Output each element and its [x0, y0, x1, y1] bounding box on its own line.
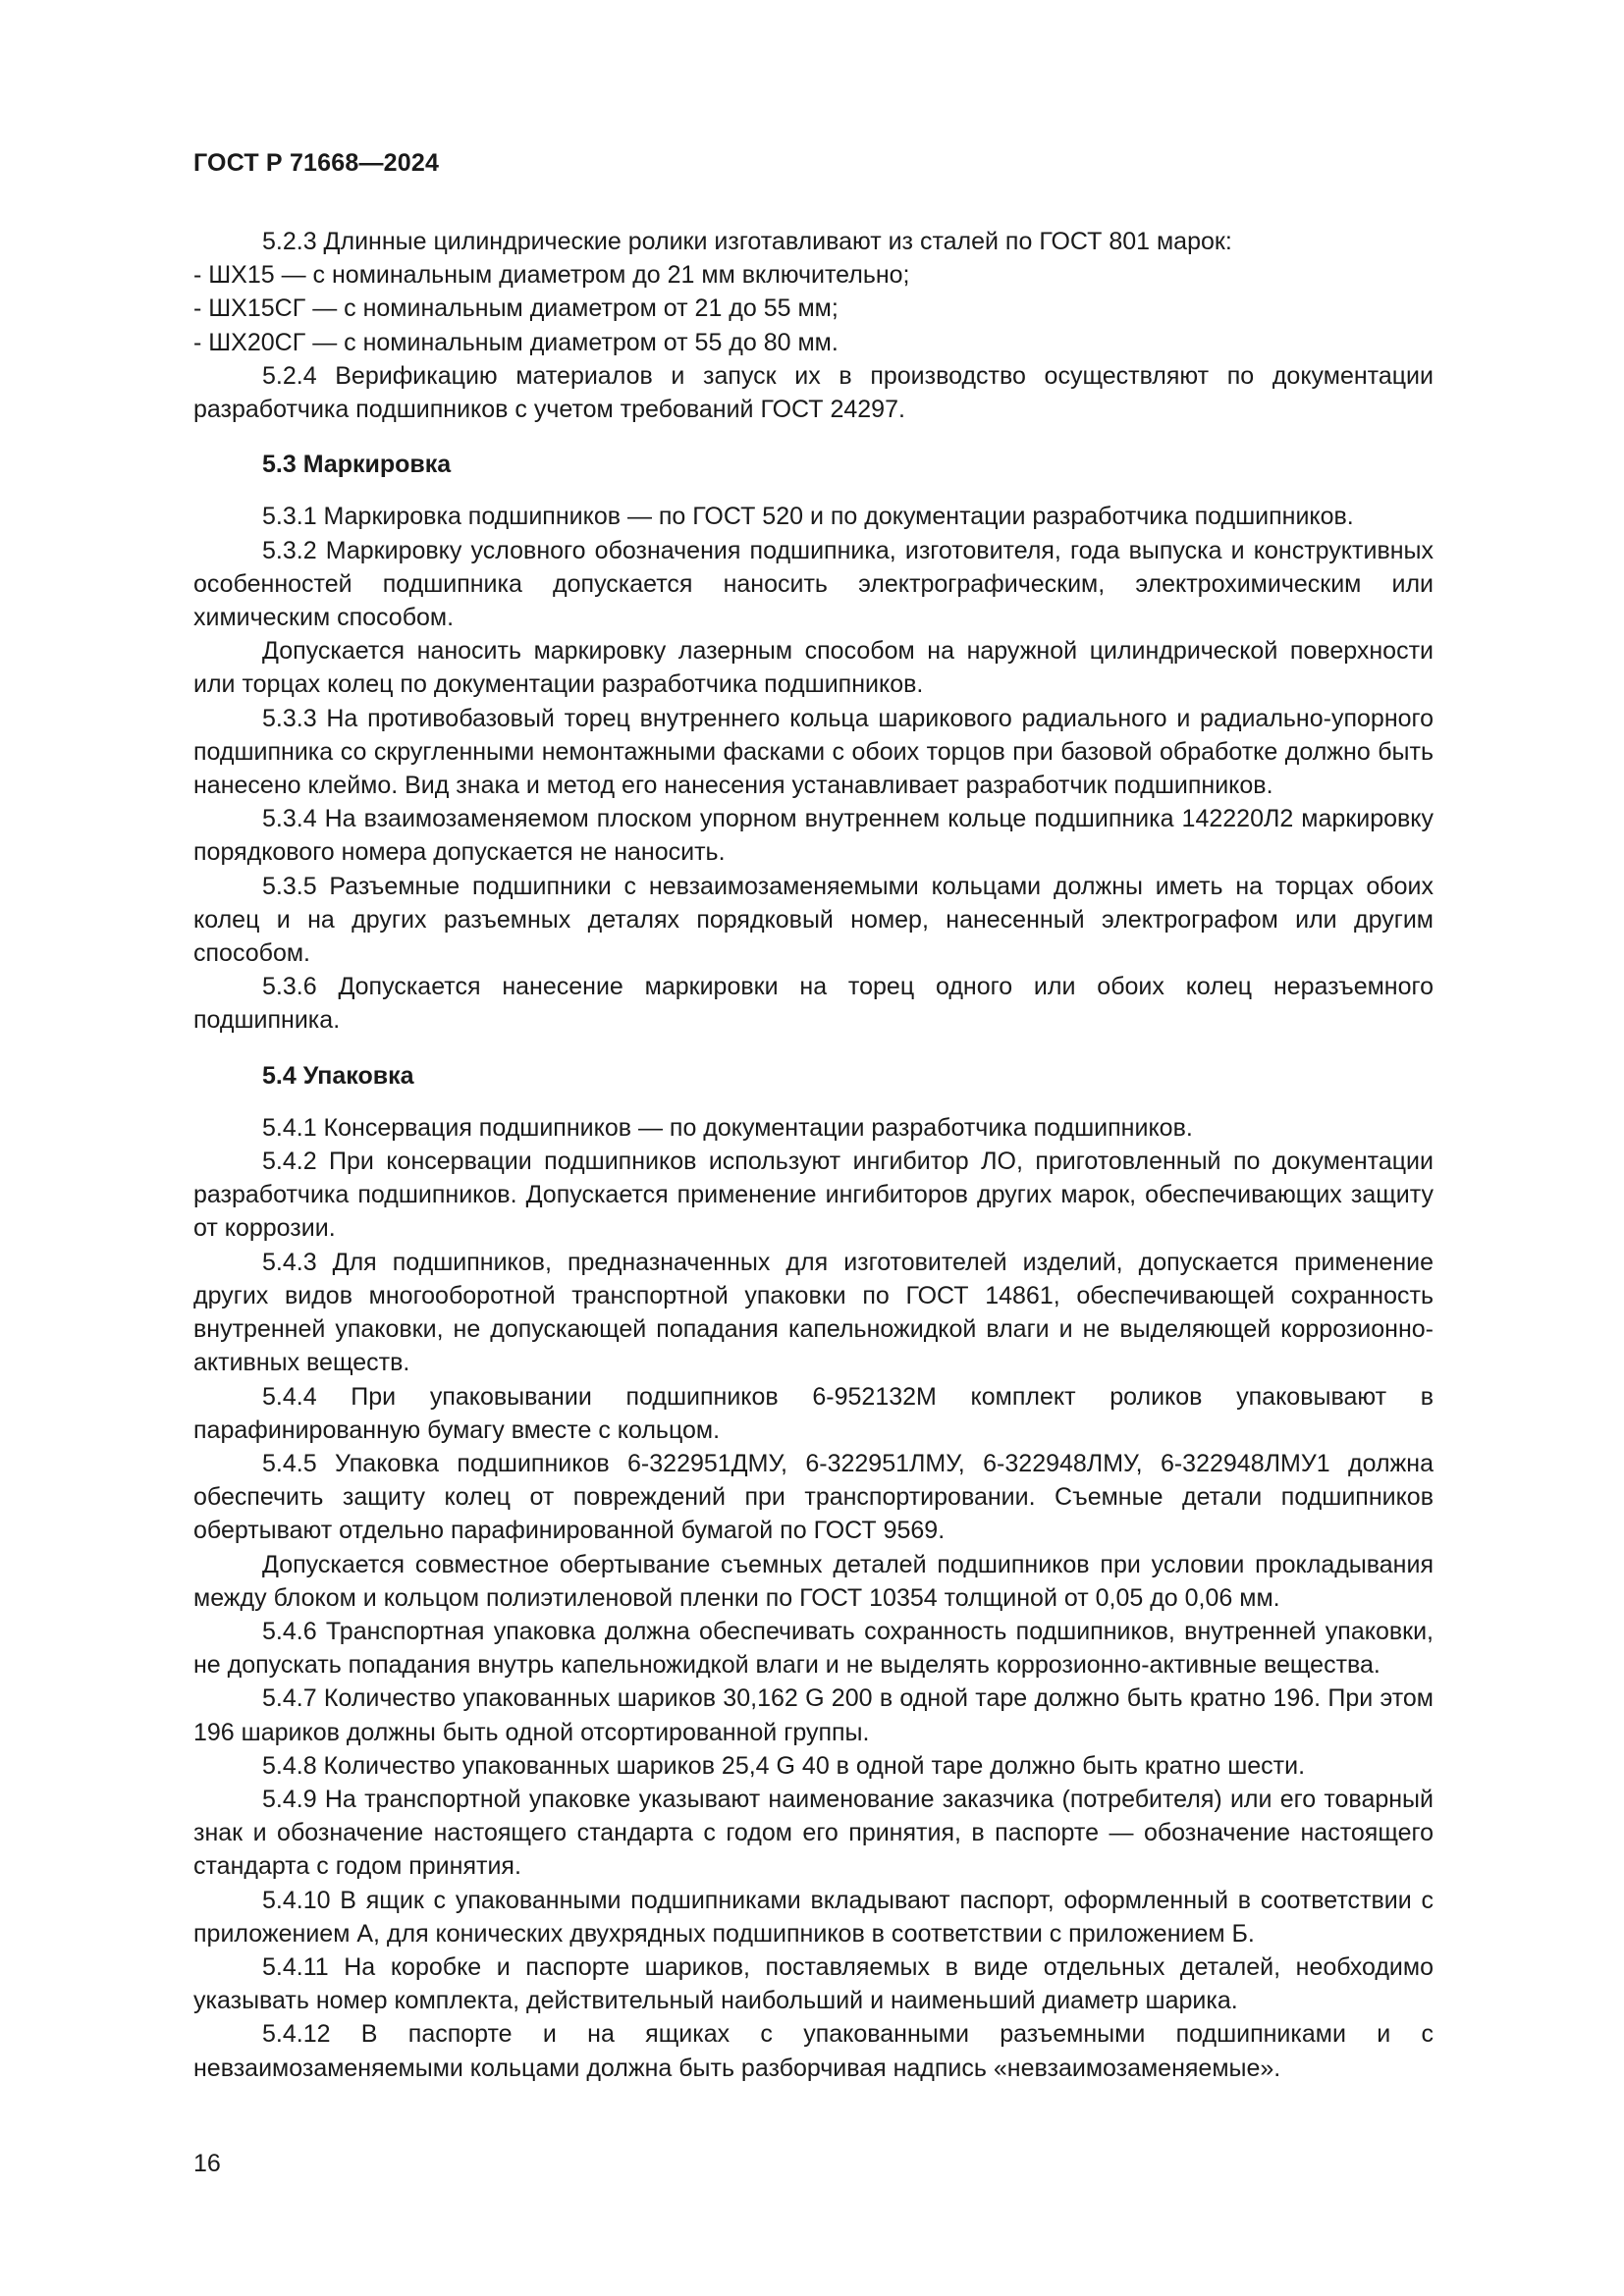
section-heading: 5.3 Маркировка — [262, 451, 452, 479]
paragraph: 5.4.9 На транспортной упаковке указывают наименование заказчика (потребителя) или его товарный знак и обозначение настоящего стандарта с годом его принятия, в паспорте — обозначение настоящего стандарта с годом принятия. — [193, 1785, 1434, 1881]
paragraph: 5.4.8 Количество упакованных шариков 25,4 G 40 в одной таре должно быть кратно шести. — [262, 1751, 1306, 1780]
paragraph: 5.3.6 Допускается нанесение маркировки на торец одного или обоих колец неразъемного подшипника. — [193, 973, 1434, 1035]
section-heading: 5.4 Упаковка — [262, 1061, 414, 1090]
paragraph: 5.4.2 При консервации подшипников используют ингибитор ЛО, приготовленный по документации разработчика подшипников. Допускается применение ингибиторов других марок, обеспечивающих защиту от коррозии. — [193, 1148, 1434, 1243]
paragraph: 5.3.3 На противобазовый торец внутреннего кольца шарикового радиального и радиально-упорного подшипника со скругленными немонтажными фасками с обоих торцов при базовой обработке должно быть нанесено клеймо. Вид знака и метод его нанесения устанавливает разработчик подшипников. — [193, 704, 1434, 800]
paragraph: 5.3.2 Маркировку условного обозначения подшипника, изготовителя, года выпуска и конструктивных особенностей подшипника допускается наносить электрографическим, электрохимическим или химическим способом. — [193, 536, 1434, 632]
list-item: - ШХ15СГ — с номинальным диаметром от 21 до 55 мм; — [193, 294, 839, 323]
paragraph: Допускается наносить маркировку лазерным способом на наружной цилиндрической поверхности или торцах колец по документации разработчика подшипников. — [193, 637, 1434, 699]
paragraph: 5.4.12 В паспорте и на ящиках с упакованными разъемными подшипниками и с невзаимозаменяемыми кольцами должна быть разборчивая надпись «невзаимозаменяемые». — [193, 2020, 1434, 2082]
paragraph: 5.3.5 Разъемные подшипники с невзаимозаменяемыми кольцами должны иметь на торцах обоих колец и на других разъемных деталях порядковый номер, нанесенный электрографом или другим способом. — [193, 872, 1434, 968]
paragraph: Допускается совместное обертывание съемных деталей подшипников при условии прокладывания между блоком и кольцом полиэтиленовой пленки по ГОСТ 10354 толщиной от 0,05 до 0,06 мм. — [193, 1550, 1434, 1612]
paragraph: 5.4.3 Для подшипников, предназначенных для изготовителей изделий, допускается применение других видов многооборотной транспортной упаковки по ГОСТ 14861, обеспечивающей сохранность внутренней упаковки, не допускающей попадания капельножидкой влаги и не выделяющей коррозионно-активных веществ. — [193, 1248, 1434, 1377]
paragraph: 5.3.4 На взаимозаменяемом плоском упорном внутреннем кольце подшипника 142220Л2 маркировку порядкового номера допускается не наносить. — [193, 805, 1434, 867]
document-header: ГОСТ Р 71668—2024 — [193, 149, 440, 177]
list-item: - ШХ20СГ — с номинальным диаметром от 55 до 80 мм. — [193, 328, 839, 356]
paragraph: 5.4.10 В ящик с упакованными подшипниками вкладывают паспорт, оформленный в соответствии с приложением А, для конических двухрядных подшипников в соответствии с приложением Б. — [193, 1886, 1434, 1948]
page-number: 16 — [193, 2150, 221, 2177]
paragraph: 5.4.1 Консервация подшипников — по документации разработчика подшипников. — [262, 1113, 1193, 1142]
paragraph: 5.4.6 Транспортная упаковка должна обеспечивать сохранность подшипников, внутренней упаковки, не допускать попадания внутрь капельножидкой влаги и не выделять коррозионно-активные вещества. — [193, 1617, 1434, 1680]
document-body — [193, 225, 1434, 2085]
paragraph: 5.4.5 Упаковка подшипников 6-322951ДМУ, 6-322951ЛМУ, 6-322948ЛМУ, 6-322948ЛМУ1 должна обеспечить защиту колец от повреждений при транспортировании. Съемные детали подшипников обертывают отдельно парафинированной бумагой по ГОСТ 9569. — [193, 1449, 1434, 1545]
paragraph: 5.4.11 На коробке и паспорте шариков, поставляемых в виде отдельных деталей, необходимо указывать номер комплекта, действительный наибольший и наименьший диаметр шарика. — [193, 1952, 1434, 2015]
list-item: - ШХ15 — с номинальным диаметром до 21 мм включительно; — [193, 261, 910, 290]
paragraph: 5.2.3 Длинные цилиндрические ролики изготавливают из сталей по ГОСТ 801 марок: — [262, 228, 1232, 255]
paragraph: 5.4.7 Количество упакованных шариков 30,162 G 200 в одной таре должно быть кратно 196. При этом 196 шариков должны быть одной отсортированной группы. — [193, 1684, 1434, 1746]
paragraph: 5.2.4 Верификацию материалов и запуск их в производство осуществляют по документации разработчика подшипников с учетом требований ГОСТ 24297. — [193, 361, 1434, 424]
paragraph: 5.4.4 При упаковывании подшипников 6-952132М комплект роликов упаковывают в парафинированную бумагу вместе с кольцом. — [193, 1382, 1434, 1444]
paragraph: 5.3.1 Маркировка подшипников — по ГОСТ 520 и по документации разработчика подшипников. — [262, 503, 1354, 531]
